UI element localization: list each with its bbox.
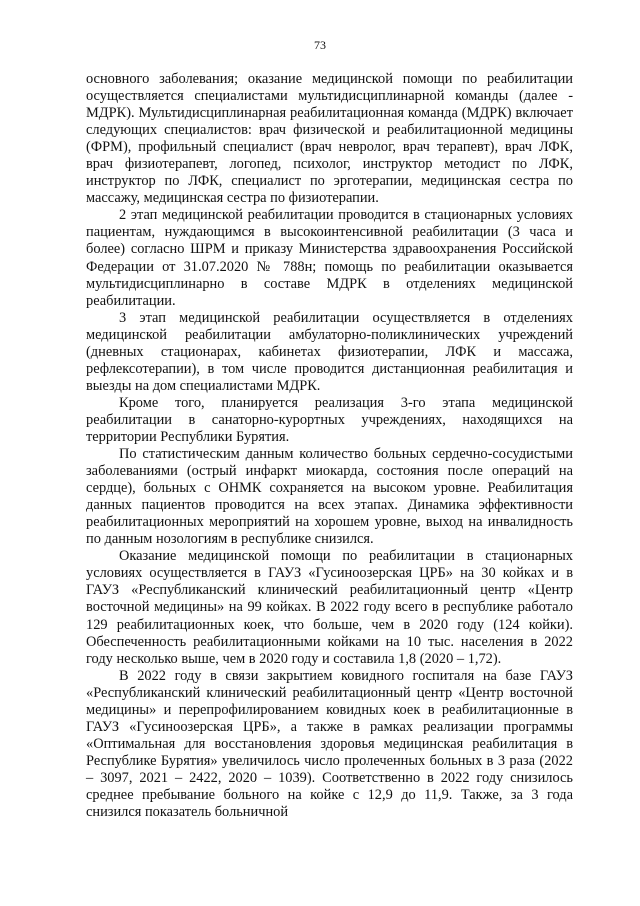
paragraph-inpatient-beds: Оказание медицинской помощи по реабилитации в стационарных условиях осуществляется в ГАУЗ «Гусиноозерская ЦРБ» на 30 койках и в ГАУЗ «Республиканский клинический реабилитационный центр «Центр восточной медицины» на 99 койках. В 2022 году всего в республике работало 129 реабилитационных коек, что больше, чем в 2020 году (124 койки). Обеспеченность реабилитационными койками на 10 тыс. населения в 2022 году несколько выше, чем в 2020 году и составила 1,8 (2020 – 1,72).: [86, 548, 573, 667]
paragraph-2022-results: В 2022 году в связи закрытием ковидного госпиталя на базе ГАУЗ «Республиканский клинический реабилитационный центр «Центр восточной медицины» и перепрофилированием ковидных коек в реабилитационные в ГАУЗ «Гусиноозерская ЦРБ», а также в рамках реализации программы «Оптимальная для восстановления здоровья медицинская реабилитация в Республике Бурятия» увеличилось число пролеченных больных в 3 раза (2022 – 3097, 2021 – 2422, 2020 – 1039). Соответственно в 2022 году снизилось среднее пребывание больного на койке с 12,9 до 11,9. Также, за 3 года снизился показатель больничной: [86, 667, 573, 821]
paragraph-sanatorium: Кроме того, планируется реализация 3-го этапа медицинской реабилитации в санаторно-курортных учреждениях, находящихся на территории Республики Бурятия.: [86, 394, 573, 445]
paragraph-statistics: По статистическим данным количество больных сердечно-сосудистыми заболеваниями (острый инфаркт миокарда, состояния после операций на сердце), больных с ОНМК сохраняется на высоком уровне. Реабилитация данных пациентов проводится на всех этапах. Динамика эффективности реабилитационных мероприятий на хорошем уровне, выход на инвалидность по данным нозологиям в республике снизился.: [86, 446, 573, 548]
page-number: 73: [314, 38, 326, 52]
paragraph-stage-2: 2 этап медицинской реабилитации проводится в стационарных условиях пациентам, нуждающимся в высокоинтенсивной реабилитации (3 часа и более) согласно ШРМ и приказу Министерства здравоохранения Российской Федерации от 31.07.2020 № 788н; помощь по реабилитации оказывается мультидисциплинарно в составе МДРК в отделениях медицинской реабилитации.: [86, 207, 573, 309]
paragraph-continuation: основного заболевания; оказание медицинской помощи по реабилитации осуществляется специалистами мультидисциплинарной команды (далее - МДРК). Мультидисциплинарная реабилитационная команда (МДРК) включает следующих специалистов: врач физической и реабилитационной медицины (ФРМ), профильный специалист (врач невролог, врач терапевт), врач ЛФК, врач физиотерапевт, логопед, психолог, инструктор методист по ЛФК, инструктор по ЛФК, специалист по эрготерапии, медицинская сестра по массажу, медицинская сестра по физиотерапии.: [86, 71, 573, 207]
paragraph-stage-3: 3 этап медицинской реабилитации осуществляется в отделениях медицинской реабилитации амбулаторно-поликлинических учреждений (дневных стационарах, кабинетах физиотерапии, ЛФК и массажа, рефлексотерапии), в том числе проводится дистанционная реабилитация и выезды на дом специалистами МДРК.: [86, 309, 573, 394]
body-text: [86, 71, 573, 821]
